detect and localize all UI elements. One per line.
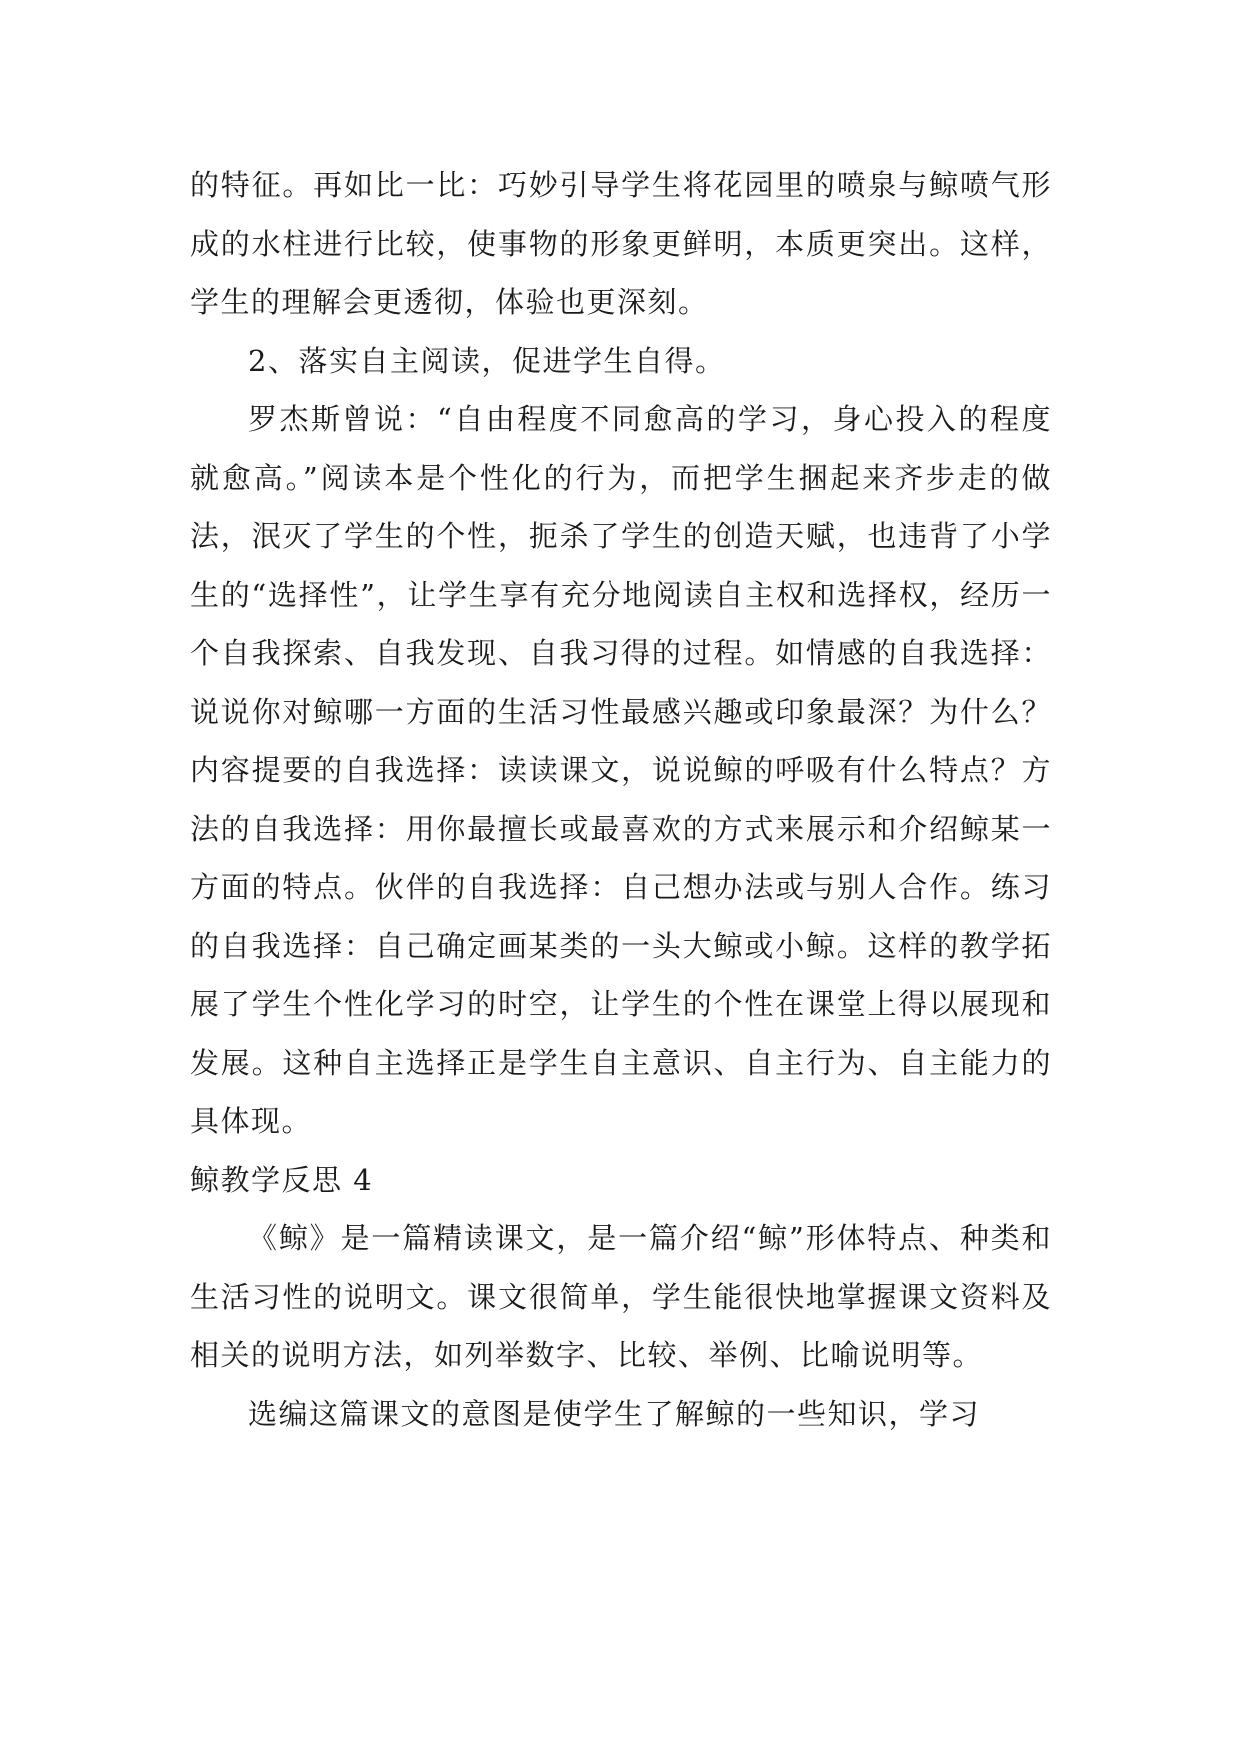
- paragraph-rogers-quote: 罗杰斯曾说：“自由程度不同愈高的学习，身心投入的程度就愈高。”阅读本是个性化的行为，而把学生捆起来齐步走的做法，泯灭了学生的个性，扼杀了学生的创造天赋，也违背了小学生的“选择性”，让学生享有充分地阅读自主权和选择权，经历一个自我探索、自我发现、自我习得的过程。如情感的自我选择：说说你对鲸哪一方面的生活习性最感兴趣或印象最深？为什么？内容提要的自我选择：读读课文，说说鲸的呼吸有什么特点？方法的自我选择：用你最擅长或最喜欢的方式来展示和介绍鲸某一方面的特点。伙伴的自我选择：自己想办法或与别人合作。练习的自我选择：自己确定画某类的一头大鲸或小鲸。这样的教学拓展了学生个性化学习的时空，让学生的个性在课堂上得以展现和发展。这种自主选择正是学生自主意识、自主行为、自主能力的具体现。: [190, 402, 1052, 1138]
- paragraph-lesson-intent: 选编这篇课文的意图是使学生了解鲸的一些知识，学习: [248, 1396, 981, 1431]
- paragraph-whale-comparison: 的特征。再如比一比：巧妙引导学生将花园里的喷泉与鲸喷气形成的水柱进行比较，使事物的形象更鲜明，本质更突出。这样，学生的理解会更透彻，体验也更深刻。: [190, 168, 1052, 319]
- paragraph-lesson-intro: 《鲸》是一篇精读课文，是一篇介绍“鲸”形体特点、种类和生活习性的说明文。课文很简单，学生能很快地掌握课文资料及相关的说明方法，如列举数字、比较、举例、比喻说明等。: [190, 1221, 1052, 1372]
- document-body: [190, 156, 1052, 1443]
- section-heading: 鲸教学反思 4: [190, 1162, 374, 1197]
- paragraph-point-2: 2、落实自主阅读，促进学生自得。: [248, 343, 726, 378]
